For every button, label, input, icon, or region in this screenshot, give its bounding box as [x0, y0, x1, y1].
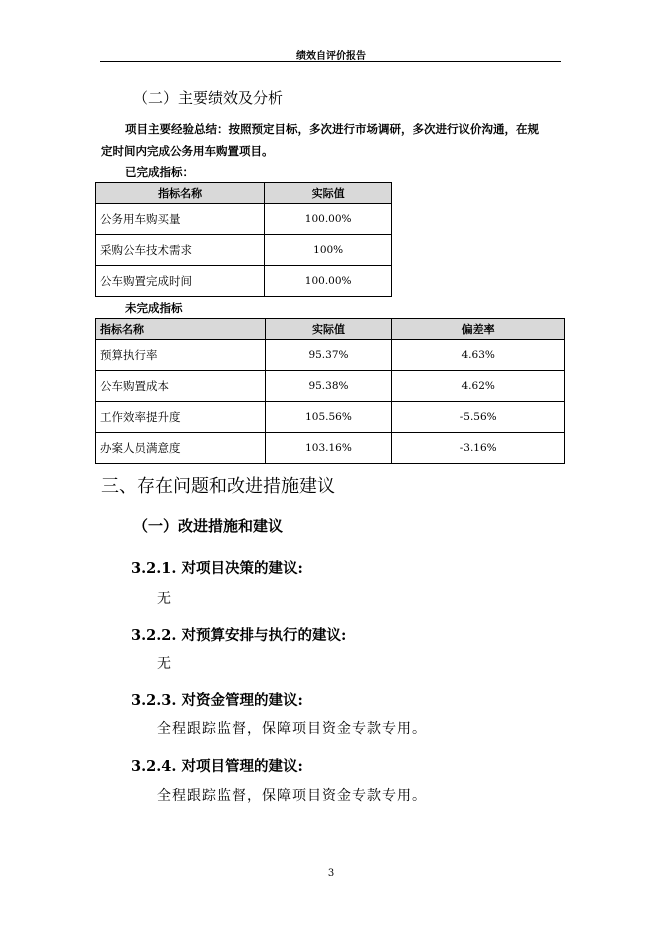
table-row: [96, 235, 392, 266]
deviation-rate: -3.16%: [392, 433, 565, 464]
completed-label: 已完成指标：: [125, 165, 194, 179]
item-3-2-3-content: 全程跟踪监督，保障项目资金专款专用。: [157, 721, 427, 737]
header-cell: 实际值: [265, 319, 392, 340]
indicator-name: 公务用车购买量: [96, 204, 265, 235]
actual-value: 103.16%: [265, 433, 392, 464]
indicator-name: 公车购置完成时间: [96, 266, 265, 297]
actual-value: 100%: [265, 235, 392, 266]
actual-value: 105.56%: [265, 402, 392, 433]
header-rule: [100, 61, 561, 62]
section-3-heading: 三、存在问题和改进措施建议: [101, 476, 335, 497]
table-row: [96, 402, 565, 433]
header-cell: 实际值: [265, 183, 392, 204]
table-row: [96, 266, 392, 297]
table-header-row: [96, 183, 392, 204]
indicator-name: 公车购置成本: [96, 371, 266, 402]
item-3-2-2-content: 无: [157, 656, 172, 672]
table-header-row: [96, 319, 565, 340]
item-3-2-1-title: 3.2.1. 对项目决策的建议:: [131, 560, 303, 577]
section-2-2-heading: （二）主要绩效及分析: [133, 89, 284, 107]
actual-value: 95.37%: [265, 340, 392, 371]
item-3-2-4-content: 全程跟踪监督，保障项目资金专款专用。: [157, 788, 427, 804]
indicator-name: 办案人员满意度: [96, 433, 266, 464]
indicator-name: 工作效率提升度: [96, 402, 266, 433]
deviation-rate: 4.62%: [392, 371, 565, 402]
header-title: 绩效自评价报告: [296, 51, 366, 62]
indicator-name: 预算执行率: [96, 340, 266, 371]
actual-value: 100.00%: [265, 266, 392, 297]
deviation-rate: 4.63%: [392, 340, 565, 371]
completed-table: [95, 182, 392, 297]
table-row: [96, 371, 565, 402]
actual-value: 100.00%: [265, 204, 392, 235]
actual-value: 95.38%: [265, 371, 392, 402]
incomplete-label: 未完成指标: [125, 301, 183, 315]
item-3-2-2-title: 3.2.2. 对预算安排与执行的建议:: [131, 627, 347, 644]
incomplete-table: [95, 318, 565, 464]
section-3-1-heading: （一）改进措施和建议: [133, 517, 284, 535]
header-cell: 指标名称: [96, 319, 266, 340]
item-3-2-1-content: 无: [157, 591, 172, 607]
page-number: 3: [327, 868, 335, 879]
item-3-2-3-title: 3.2.3. 对资金管理的建议:: [131, 692, 303, 709]
item-3-2-4-title: 3.2.4. 对项目管理的建议:: [131, 758, 303, 775]
header-cell: 指标名称: [96, 183, 265, 204]
table-row: [96, 204, 392, 235]
summary-line-2: 定时间内完成公务用车购置项目。: [101, 144, 274, 158]
table-row: [96, 340, 565, 371]
summary-line-1: 项目主要经验总结：按照预定目标，多次进行市场调研，多次进行议价沟通，在规: [125, 122, 539, 136]
table-row: [96, 433, 565, 464]
indicator-name: 采购公车技术需求: [96, 235, 265, 266]
deviation-rate: -5.56%: [392, 402, 565, 433]
header-cell: 偏差率: [392, 319, 565, 340]
